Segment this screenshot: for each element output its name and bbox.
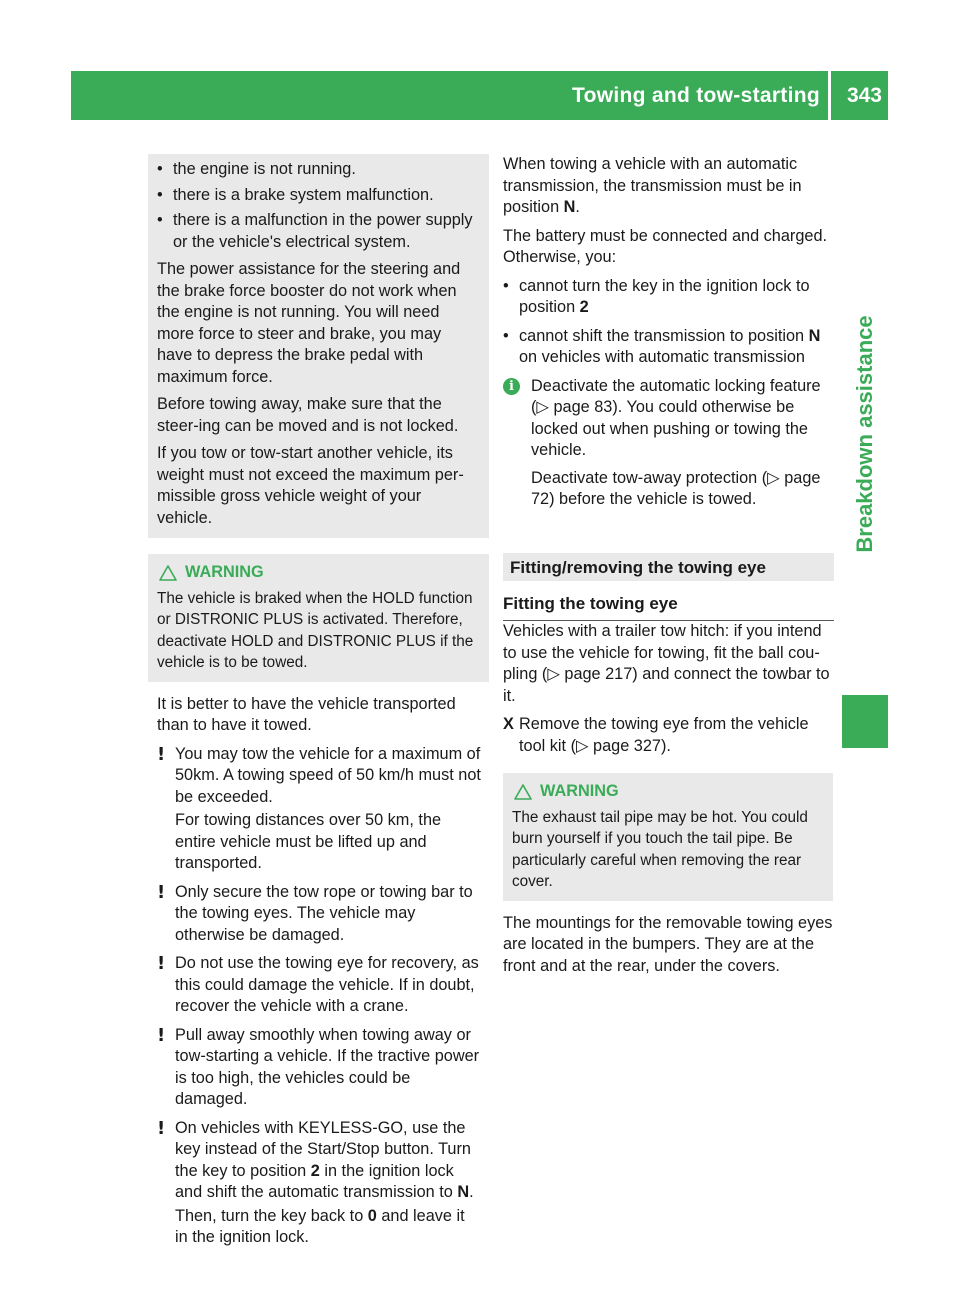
exclamation-icon: ! [157,1117,166,1139]
bullet-icon: • [157,185,163,204]
paragraph: It is better to have the vehicle transported than to have it towed. [157,694,456,734]
bullet-icon: • [157,211,163,229]
paragraph: When towing a vehicle with an automatic transmission, the transmission must be in position N. [503,155,802,216]
warning-box [503,773,833,901]
side-tab-label: Breakdown assistance [852,315,877,553]
paragraph: The battery must be connected and charged. Otherwise, you: [503,226,828,266]
section-title: Towing and tow-starting [572,84,820,107]
info-paragraph: Before towing away, make sure that the steer-ing can be moved and is not locked. [157,395,459,435]
warning-heading: WARNING [157,562,480,584]
paragraph: The mountings for the removable towing eyes are located in the bumpers. They are at the front and at the rear, under the covers. [503,913,833,975]
subheading: Fitting the towing eye [503,593,834,622]
exclamation-icon: ! [157,1024,166,1046]
warning-box [148,554,489,682]
list-item: • there is a malfunction in the power supply or the vehicle's electrical system. [157,211,473,251]
note-item: ! You may tow the vehicle for a maximum of 50km. A towing speed of 50 km/h must not be exceeded. For towing distances over 50 km, the entire vehicle must be lifted up and transported. [157,743,481,872]
exclamation-icon: ! [157,881,166,903]
bullet-icon: • [503,326,509,345]
paragraph: Vehicles with a trailer tow hitch: if you intend to use the vehicle for towing, fit the ball cou-pling (▷ page 217) and connect the towbar to it. [503,622,830,705]
left-column [157,154,481,1256]
section-heading: Fitting/removing the towing eye [503,553,834,581]
warning-triangle-icon [159,565,177,581]
right-column [503,154,834,984]
list-item: • cannot turn the key in the ignition lock to position 2 [503,276,810,316]
list-item: • there is a brake system malfunction. [157,185,480,207]
note-item: ! Pull away smoothly when towing away or tow-starting a vehicle. If the tractive power is too high, the vehicles could be damaged. [157,1024,480,1108]
step-arrow-icon: X [503,715,514,733]
exclamation-icon: ! [157,953,166,974]
warning-triangle-icon [514,784,532,800]
list-item: • the engine is not running. [157,159,480,181]
instruction-step: X Remove the towing eye from the vehicle tool kit (▷ page 327). [503,715,809,755]
warning-heading: WARNING [512,781,824,803]
list-item: • cannot shift the transmission to position N on vehicles with automatic transmission [503,326,821,366]
bullet-icon: • [157,160,163,178]
page-header [71,71,888,120]
side-tab-marker [842,695,888,748]
note-item: ! Do not use the towing eye for recovery, as this could damage the vehicle. If in doubt, recover the vehicle with a crane. [157,953,479,1015]
info-note: i Deactivate the automatic locking feature (▷ page 83). You could otherwise be locked out when pushing or towing the vehicle. Deactivate tow-away protection (▷ page 72) before the vehicle is towed. [503,376,834,511]
info-box [148,154,489,538]
bullet-icon: • [503,276,509,295]
header-divider [828,71,831,120]
info-paragraph: If you tow or tow-start another vehicle, its weight must not exceed the maximum per-missible gross vehicle weight of your vehicle. [157,444,464,527]
note-item: ! On vehicles with KEYLESS-GO, use the key instead of the Start/Stop button. Turn the key to position 2 in the ignition lock and shift the automatic transmission to N. Then, turn the key back to 0 and leave it in the ignition lock. [157,1117,474,1246]
warning-text: The exhaust tail pipe may be hot. You could burn yourself if you touch the tail pipe. Be particularly careful when removing the rear cover. [512,808,808,890]
exclamation-icon: ! [157,743,166,765]
side-tab [842,120,888,748]
warning-text: The vehicle is braked when the HOLD function or DISTRONIC PLUS is activated. Therefore, deactivate HOLD and DISTRONIC PLUS if the vehicle is to be towed. [157,589,474,671]
info-icon: i [503,378,520,395]
info-paragraph: The power assistance for the steering and the brake force booster do not work when the engine is not running. You will need more force to steer and brake, you may have to depress the brake pedal with maximum force. [157,260,461,386]
page-number: 343 [846,84,882,107]
note-item: ! Only secure the tow rope or towing bar to the towing eyes. The vehicle may otherwise be damaged. [157,881,473,944]
